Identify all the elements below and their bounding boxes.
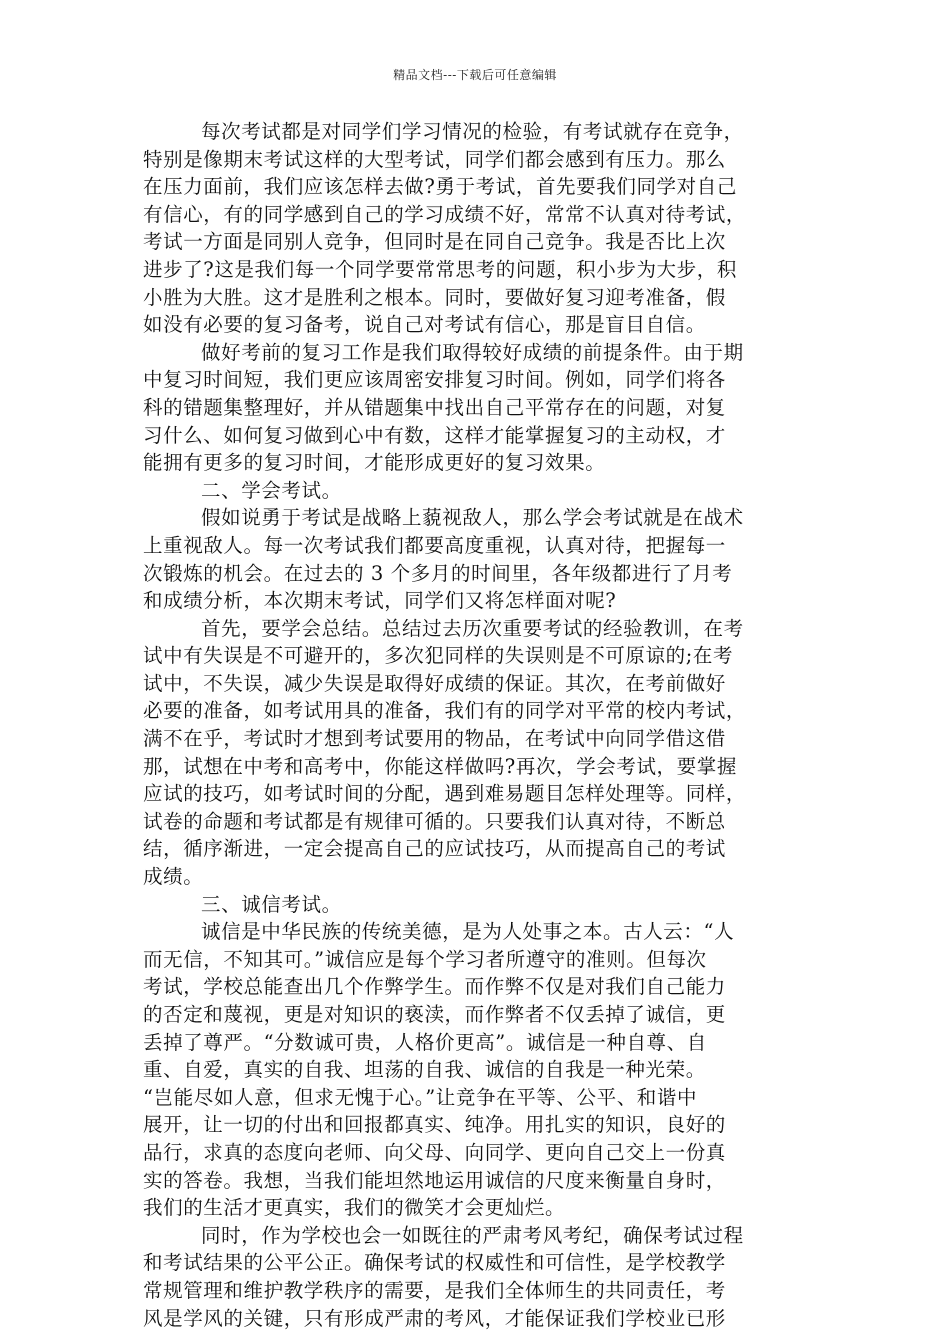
text-line: 科的错题集整理好，并从错题集中找出自己平常存在的问题，对复	[143, 395, 726, 419]
text-line: 三、诚信考试。	[201, 892, 342, 916]
document-body	[143, 118, 808, 1332]
text-line: 习什么、如何复习做到心中有数，这样才能掌握复习的主动权，才	[143, 423, 726, 447]
text-line: 考试一方面是同别人竞争，但同时是在同自己竞争。我是否比上次	[143, 230, 726, 254]
text-line: 做好考前的复习工作是我们取得较好成绩的前提条件。由于期	[201, 340, 744, 364]
text-line: 假如说勇于考试是战略上藐视敌人，那么学会考试就是在战术	[201, 506, 744, 530]
text-line: 试中，不失误，减少失误是取得好成绩的保证。其次，在考前做好	[143, 671, 726, 695]
text-line: 二、学会考试。	[201, 478, 342, 502]
text-line: 小胜为大胜。这才是胜利之根本。同时，要做好复习迎考准备，假	[143, 285, 726, 309]
text-line: 同时，作为学校也会一如既往的严肃考风考纪，确保考试过程	[201, 1223, 744, 1247]
text-line: 首先，要学会总结。总结过去历次重要考试的经验教训，在考	[201, 616, 744, 640]
text-line: 考试，学校总能查出几个作弊学生。而作弊不仅是对我们自己能力	[143, 975, 726, 999]
page-header: 精品文档---下载后可任意编辑	[393, 68, 557, 82]
text-line: 试中有失误是不可避开的，多次犯同样的失误则是不可原谅的;在考	[143, 644, 734, 668]
text-line: 有信心，有的同学感到自己的学习成绩不好，常常不认真对待考试，	[143, 202, 747, 226]
text-line: 那，试想在中考和高考中，你能这样做吗?再次，学会考试，要掌握	[143, 754, 737, 778]
text-line: 满不在乎，考试时才想到考试要用的物品，在考试中向同学借这借	[143, 727, 726, 751]
text-line: 结，循序渐进，一定会提高自己的应试技巧，从而提高自己的考试	[143, 837, 726, 861]
text-line: 能拥有更多的复习时间，才能形成更好的复习效果。	[143, 451, 606, 475]
text-line: 实的答卷。我想，当我们能坦然地运用诚信的尺度来衡量自身时，	[143, 1168, 726, 1192]
text-line: 展开，让一切的付出和回报都真实、纯净。用扎实的知识，良好的	[143, 1113, 726, 1137]
text-line: 中复习时间短，我们更应该周密安排复习时间。例如，同学们将各	[143, 368, 726, 392]
text-line: 常规管理和维护教学秩序的需要，是我们全体师生的共同责任，考	[143, 1278, 726, 1302]
text-line: 的否定和蔑视，更是对知识的亵渎，而作弊者不仅丢掉了诚信，更	[143, 1003, 726, 1026]
text-line: 必要的准备，如考试用具的准备，我们有的同学对平常的校内考试，	[143, 699, 747, 723]
text-line: 诚信是中华民族的传统美德，是为人处事之本。古人云：“人	[201, 920, 735, 944]
text-line: 上重视敌人。每一次考试我们都要高度重视，认真对待，把握每一	[143, 533, 726, 557]
text-line: 次锻炼的机会。在过去的 3 个多月的时间里，各年级都进行了月考	[143, 561, 733, 585]
text-line: “岂能尽如人意，但求无愧于心。”让竞争在平等、公平、和谐中	[143, 1085, 698, 1109]
text-line: 成绩。	[143, 865, 204, 889]
text-line: 而无信，不知其可。”诚信应是每个学习者所遵守的准则。但每次	[143, 947, 707, 971]
text-line: 如没有必要的复习备考，说自己对考试有信心，那是盲目自信。	[143, 313, 706, 337]
text-line: 每次考试都是对同学们学习情况的检验，有考试就存在竞争，	[201, 120, 744, 143]
text-line: 在压力面前，我们应该怎样去做?勇于考试，首先要我们同学对自己	[143, 175, 737, 199]
text-line: 风是学风的关键，只有形成严肃的考风，才能保证我们学校业已形	[143, 1306, 726, 1330]
text-line: 和成绩分析，本次期末考试，同学们又将怎样面对呢?	[143, 589, 617, 613]
text-line: 我们的生活才更真实，我们的微笑才会更灿烂。	[143, 1196, 566, 1220]
text-line: 重、自爱，真实的自我、坦荡的自我、诚信的自我是一种光荣。	[143, 1058, 706, 1082]
text-line: 丢掉了尊严。“分数诚可贵，人格价更高”。诚信是一种自尊、自	[143, 1030, 707, 1054]
text-line: 应试的技巧，如考试时间的分配，遇到难易题目怎样处理等。同样，	[143, 782, 747, 806]
text-line: 和考试结果的公平公正。确保考试的权威性和可信性，是学校教学	[143, 1251, 726, 1275]
text-line: 进步了?这是我们每一个同学要常常思考的问题，积小步为大步，积	[143, 257, 737, 281]
text-line: 品行，求真的态度向老师、向父母、向同学、更向自己交上一份真	[143, 1140, 726, 1164]
text-line: 特别是像期末考试这样的大型考试，同学们都会感到有压力。那么	[143, 147, 726, 171]
text-line: 试卷的命题和考试都是有规律可循的。只要我们认真对待，不断总	[143, 809, 726, 833]
